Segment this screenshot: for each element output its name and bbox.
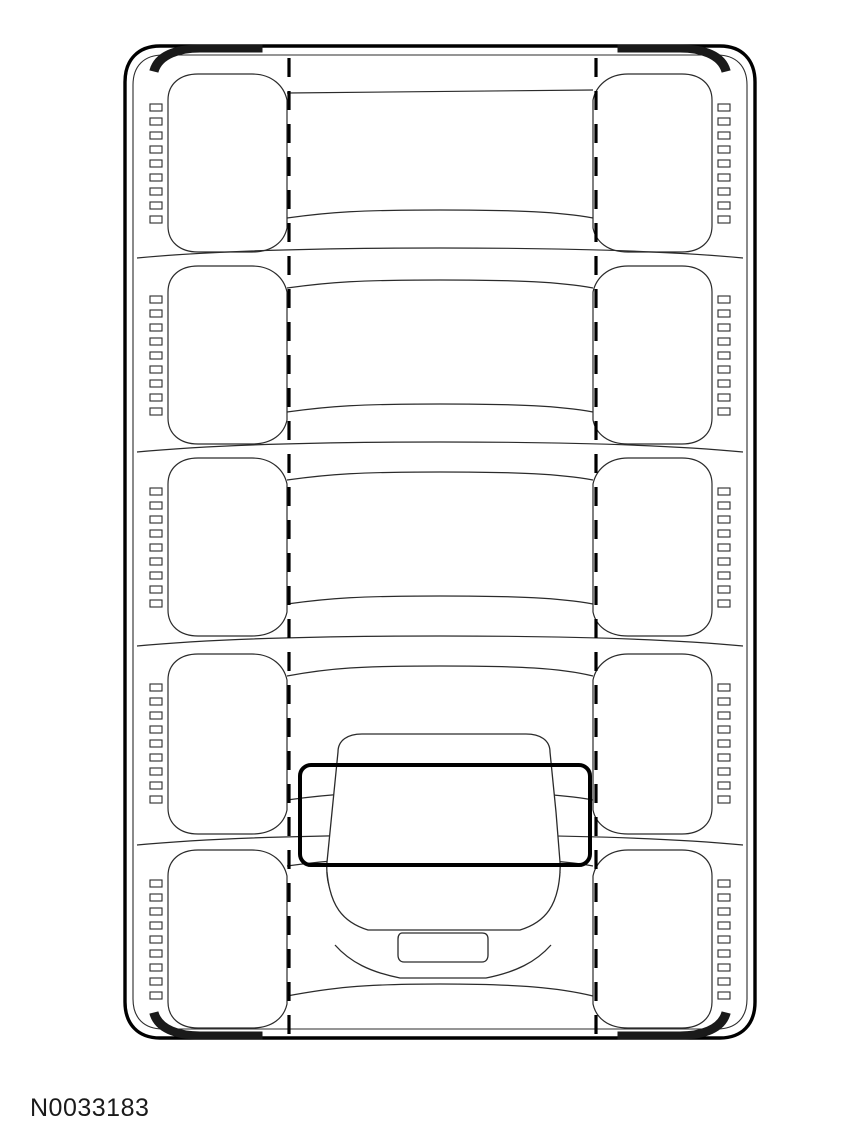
comb-teeth-right-1: [718, 104, 730, 223]
comb-teeth-left-5: [150, 880, 162, 999]
comb-teeth-right-4: [718, 684, 730, 803]
comb-teeth-left-2: [150, 296, 162, 415]
comb-teeth-left-4: [150, 684, 162, 803]
figure-id-label: N0033183: [30, 1094, 150, 1122]
comb-teeth-left-3: [150, 488, 162, 607]
comb-teeth-right-2: [718, 296, 730, 415]
comb-teeth-right-3: [718, 488, 730, 607]
comb-teeth-right-5: [718, 880, 730, 999]
comb-teeth-left-1: [150, 104, 162, 223]
